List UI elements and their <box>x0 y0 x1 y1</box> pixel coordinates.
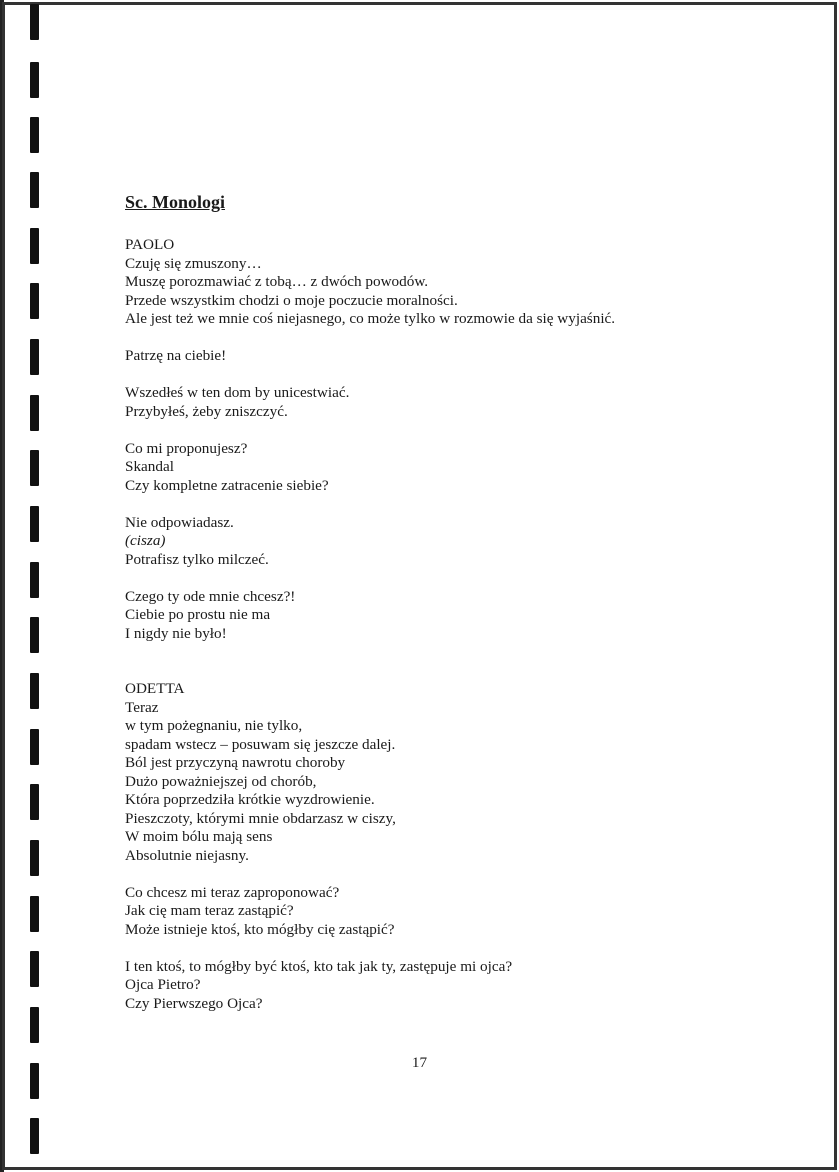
text-line: Co chcesz mi teraz zaproponować? <box>125 883 340 901</box>
text-line: Czuję się zmuszony… <box>125 254 262 272</box>
scene-title: Sc. Monologi <box>125 192 226 212</box>
binder-hole <box>30 395 39 431</box>
binder-hole <box>30 283 39 319</box>
binder-hole <box>30 62 39 98</box>
binder-hole <box>30 617 39 653</box>
text-line: I nigdy nie było! <box>125 624 227 642</box>
binder-hole <box>30 951 39 987</box>
binder-hole <box>30 450 39 486</box>
text-line: I ten ktoś, to mógłby być ktoś, kto tak jak ty, zastępuje mi ojca? <box>125 957 513 975</box>
text-line: Przybyłeś, żeby zniszczyć. <box>125 402 288 420</box>
binder-hole <box>30 506 39 542</box>
text-line: Absolutnie niejasny. <box>125 846 249 864</box>
page-number: 17 <box>411 1054 428 1071</box>
text-line: Nie odpowiadasz. <box>125 513 234 531</box>
text-line: Ale jest też we mnie coś niejasnego, co może tylko w rozmowie da się wyjaśnić. <box>125 310 616 327</box>
binder-hole <box>30 784 39 820</box>
text-line: Muszę porozmawiać z tobą… z dwóch powodów. <box>125 273 429 290</box>
text-line: Może istnieje ktoś, kto mógłby cię zastąpić? <box>125 920 395 938</box>
text-line: w tym pożegnaniu, nie tylko, <box>125 717 303 734</box>
text-line: Czy Pierwszego Ojca? <box>125 994 263 1012</box>
binder-hole <box>30 1118 39 1154</box>
text-line: Czego ty ode mnie chcesz?! <box>125 587 296 605</box>
speaker-name: ODETTA <box>125 680 185 697</box>
text-line: Czy kompletne zatracenie siebie? <box>125 476 329 494</box>
text-line: W moim bólu mają sens <box>125 828 273 845</box>
text-line: Patrzę na ciebie! <box>125 347 227 364</box>
text-line: Ojca Pietro? <box>125 976 201 993</box>
text-line: Ciebie po prostu nie ma <box>125 606 271 623</box>
binder-hole <box>30 729 39 765</box>
text-line: Pieszczoty, którymi mnie obdarzasz w ciszy, <box>125 809 396 827</box>
binder-hole <box>30 4 39 40</box>
text-line: Co mi proponujesz? <box>125 439 248 457</box>
text-line: Przede wszystkim chodzi o moje poczucie moralności. <box>125 291 458 309</box>
text-line: Dużo poważniejszej od chorób, <box>125 772 317 790</box>
text-line: Teraz <box>125 698 159 716</box>
binder-hole <box>30 228 39 264</box>
text-line: Skandal <box>125 458 174 475</box>
text-line: Która poprzedziła krótkie wyzdrowienie. <box>125 791 375 808</box>
binder-hole <box>30 840 39 876</box>
text-line: Ból jest przyczyną nawrotu choroby <box>125 754 346 771</box>
binder-hole <box>30 562 39 598</box>
binder-hole <box>30 1007 39 1043</box>
text-line: Jak cię mam teraz zastąpić? <box>125 902 294 919</box>
binder-hole <box>30 117 39 153</box>
binder-hole <box>30 172 39 208</box>
text-line: Potrafisz tylko milczeć. <box>125 550 269 568</box>
binder-hole <box>30 339 39 375</box>
binder-hole <box>30 896 39 932</box>
text-line: spadam wstecz – posuwam się jeszcze dalej. <box>125 735 396 753</box>
speaker-name: PAOLO <box>125 236 175 253</box>
text-line: Wszedłeś w ten dom by unicestwiać. <box>125 384 350 401</box>
stage-direction: (cisza) <box>125 532 166 549</box>
document-body <box>125 191 765 1013</box>
binder-hole <box>30 673 39 709</box>
